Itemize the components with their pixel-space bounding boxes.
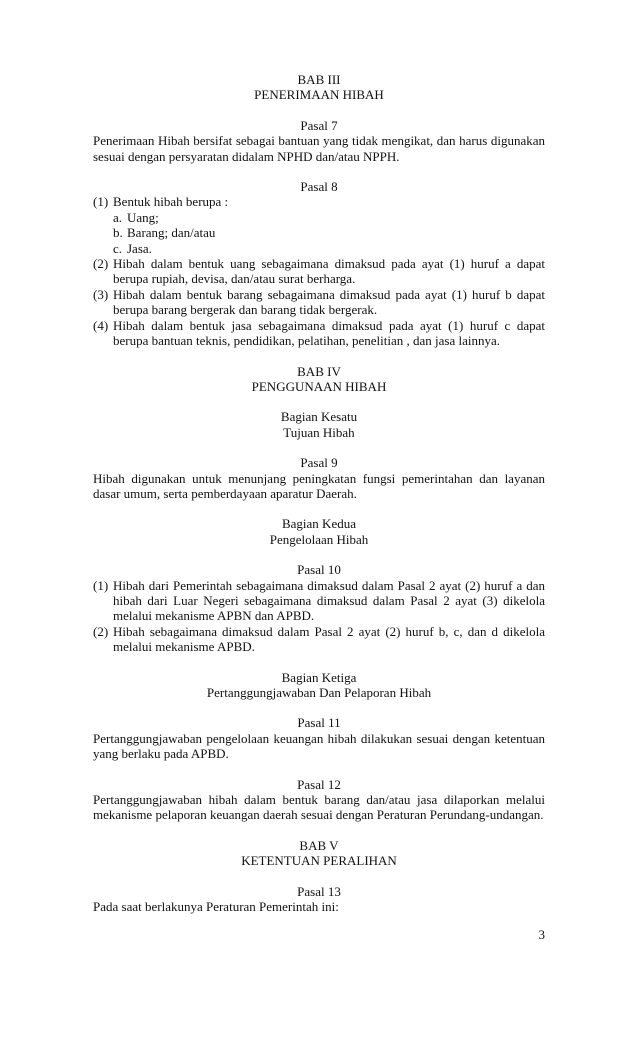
list-text: Hibah dalam bentuk uang sebagaimana dimaksud pada ayat (1) huruf a dapat berupa rupiah, devisa, dan/atau surat berharga.: [113, 256, 545, 287]
list-number: (3): [93, 286, 109, 302]
sub-list-text: Jasa.: [127, 240, 152, 256]
sub-list-letter: b.: [113, 225, 123, 241]
page-content: [93, 72, 545, 914]
list-text: Hibah dari Pemerintah sebagaimana dimaksud dalam Pasal 2 ayat (2) huruf a dan hibah dari Luar Negeri sebagaimana dimaksud dalam Pasal 2 ayat (3) dikelola melalui mekanisme APBN dan APBD.: [113, 577, 545, 624]
list-text: Hibah dalam bentuk barang sebagaimana dimaksud pada ayat (1) huruf b dapat berupa barang bergerak dan barang tidak bergerak.: [113, 286, 545, 318]
section-subtitle: Pertanggungjawaban Dan Pelaporan Hibah: [206, 685, 432, 700]
sub-list-text: Uang;: [127, 209, 159, 225]
article-title: Pasal 10: [297, 562, 341, 578]
article-title: Pasal 11: [297, 715, 341, 731]
chapter-subtitle: KETENTUAN PERALIHAN: [241, 853, 397, 869]
list-text: Hibah dalam bentuk jasa sebagaimana dimaksud pada ayat (1) huruf c dapat berupa bantuan teknis, pendidikan, pelatihan, penelitian , dan jasa lainnya.: [113, 317, 545, 349]
section-subtitle: Tujuan Hibah: [283, 424, 355, 440]
chapter-subtitle: PENGGUNAAN HIBAH: [251, 378, 387, 394]
list-item: [93, 318, 545, 349]
list-item: [93, 287, 545, 318]
sub-list-item: [93, 241, 545, 256]
chapter-title: BAB V: [299, 837, 339, 853]
chapter-title: BAB III: [297, 72, 341, 87]
list-text: Hibah sebagaimana dimaksud dalam Pasal 2 ayat (2) huruf b, c, dan d dikelola melalui mekanisme APBD.: [113, 623, 545, 655]
article-text: Pertanggungjawaban pengelolaan keuangan hibah dilakukan sesuai dengan ketentuan yang berlaku pada APBD.: [93, 730, 545, 762]
page-number: 3: [538, 927, 545, 942]
section-title: Bagian Kedua: [281, 516, 356, 532]
section-title: Bagian Kesatu: [280, 409, 358, 425]
article-title: Pasal 8: [300, 179, 338, 195]
list-number: (4): [93, 317, 109, 333]
section-title: Bagian Ketiga: [281, 669, 357, 685]
section-subtitle: Pengelolaan Hibah: [269, 531, 369, 547]
list-item: [93, 624, 545, 655]
article-title: Pasal 7: [300, 117, 338, 133]
article-text: Hibah digunakan untuk menunjang peningkatan fungsi pemerintahan dan layanan dasar umum, serta pemberdayaan aparatur Daerah.: [93, 470, 545, 501]
article-title: Pasal 9: [300, 455, 338, 471]
list-number: (2): [93, 623, 109, 639]
list-text: Bentuk hibah berupa :: [113, 194, 229, 210]
article-text: Pada saat berlakunya Peraturan Pemerintah ini:: [93, 899, 339, 915]
sub-list-letter: c.: [113, 240, 123, 256]
list-item: [93, 578, 545, 624]
list-item: [93, 194, 545, 209]
sub-list-item: [93, 210, 545, 225]
article-text: Penerimaan Hibah bersifat sebagai bantuan yang tidak mengikat, dan harus digunakan sesuai dengan persyaratan didalam NPHD dan/atau NPPH.: [93, 133, 545, 164]
chapter-subtitle: PENERIMAAN HIBAH: [254, 87, 384, 103]
list-item: [93, 256, 545, 287]
list-number: (1): [93, 577, 109, 593]
sub-list-text: Barang; dan/atau: [127, 225, 216, 241]
article-title: Pasal 12: [297, 776, 341, 792]
sub-list-item: [93, 225, 545, 240]
chapter-title: BAB IV: [297, 363, 341, 379]
list-number: (2): [93, 256, 109, 272]
article-title: Pasal 13: [297, 883, 341, 899]
sub-list-letter: a.: [113, 209, 123, 225]
article-text: Pertanggungjawaban hibah dalam bentuk barang dan/atau jasa dilaporkan melalui mekanisme pelaporan keuangan daerah sesuai dengan Peraturan Perundang-undangan.: [93, 792, 545, 823]
list-number: (1): [93, 194, 109, 210]
